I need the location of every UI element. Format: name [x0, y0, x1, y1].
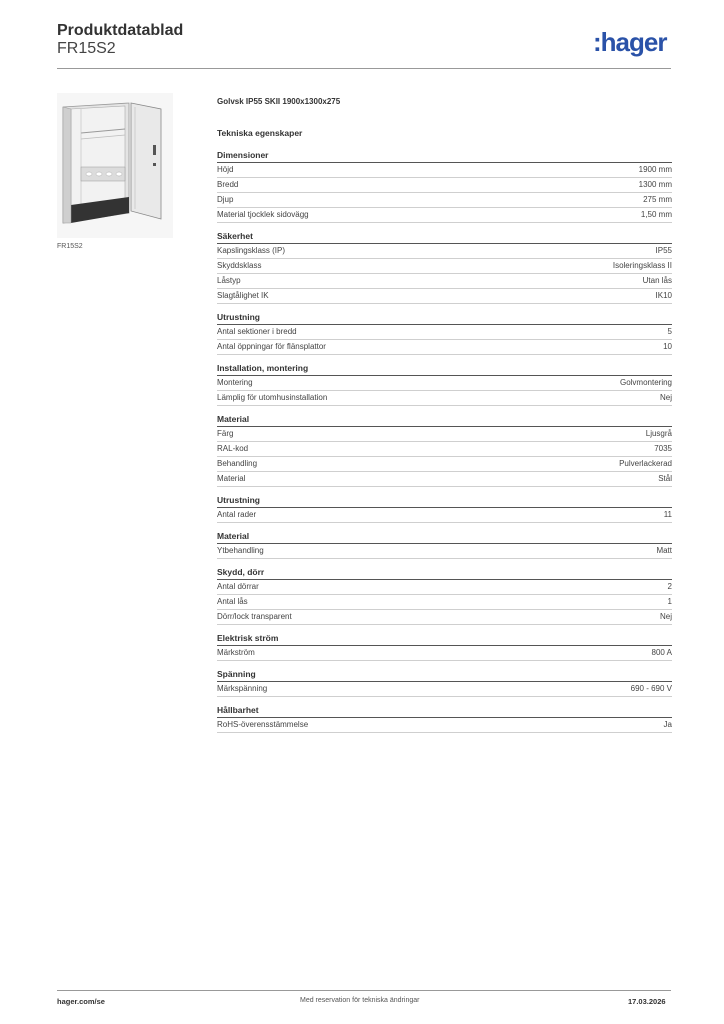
- section-title: Dimensioner: [217, 150, 672, 163]
- spec-label: Antal öppningar för flänsplattor: [217, 342, 326, 351]
- spec-label: Låstyp: [217, 276, 241, 285]
- spec-row: [217, 289, 672, 304]
- spec-value: 11: [663, 510, 672, 519]
- spec-value: 7035: [654, 444, 672, 453]
- section-title: Säkerhet: [217, 231, 672, 244]
- spec-label: Slagtålighet IK: [217, 291, 269, 300]
- spec-value: Stål: [658, 474, 672, 483]
- section-title: Material: [217, 414, 672, 427]
- section-title: Material: [217, 531, 672, 544]
- spec-section: [217, 414, 672, 487]
- spec-value: 275 mm: [643, 195, 672, 204]
- section-title: Installation, montering: [217, 363, 672, 376]
- spec-row: [217, 457, 672, 472]
- section-title: Hållbarhet: [217, 705, 672, 718]
- spec-label: RoHS-överensstämmelse: [217, 720, 309, 729]
- spec-row: [217, 325, 672, 340]
- spec-sections: [217, 150, 672, 733]
- spec-label: Material tjocklek sidovägg: [217, 210, 309, 219]
- spec-label: Märkspänning: [217, 684, 268, 693]
- section-title: Utrustning: [217, 312, 672, 325]
- spec-row: [217, 193, 672, 208]
- footer-disclaimer: Med reservation för tekniska ändringar: [300, 997, 420, 1004]
- page-title: Produktdatablad: [57, 22, 184, 39]
- spec-label: Kapslingsklass (IP): [217, 246, 286, 255]
- spec-value: IP55: [655, 246, 672, 255]
- spec-section: [217, 705, 672, 733]
- spec-row: [217, 580, 672, 595]
- spec-label: Behandling: [217, 459, 258, 468]
- spec-row: [217, 595, 672, 610]
- spec-value: Ljusgrå: [645, 429, 672, 438]
- spec-value: 1900 mm: [638, 165, 672, 174]
- footer-divider: [57, 990, 671, 991]
- spec-value: IK10: [655, 291, 672, 300]
- spec-value: Ja: [663, 720, 672, 729]
- header-divider: [57, 68, 671, 69]
- spec-section: [217, 567, 672, 625]
- spec-row: [217, 544, 672, 559]
- spec-row: [217, 427, 672, 442]
- spec-label: Antal lås: [217, 597, 248, 606]
- spec-value: 10: [663, 342, 672, 351]
- section-title: Spänning: [217, 669, 672, 682]
- product-name: Golvsk IP55 SKII 1900x1300x275: [217, 97, 341, 106]
- spec-value: 1300 mm: [638, 180, 672, 189]
- spec-label: Ytbehandling: [217, 546, 264, 555]
- spec-value: 1,50 mm: [640, 210, 672, 219]
- spec-row: [217, 508, 672, 523]
- spec-value: Nej: [659, 393, 672, 402]
- spec-value: Pulverlackerad: [619, 459, 672, 468]
- footer-website: hager.com/se: [57, 997, 105, 1006]
- spec-row: [217, 646, 672, 661]
- spec-row: [217, 442, 672, 457]
- spec-section: [217, 531, 672, 559]
- spec-value: 5: [667, 327, 672, 336]
- spec-label: Antal rader: [217, 510, 257, 519]
- section-title: Utrustning: [217, 495, 672, 508]
- spec-section: [217, 150, 672, 223]
- spec-value: 1: [667, 597, 672, 606]
- spec-label: Höjd: [217, 165, 234, 174]
- spec-row: [217, 274, 672, 289]
- spec-label: Skyddsklass: [217, 261, 262, 270]
- spec-value: Utan lås: [642, 276, 672, 285]
- spec-row: [217, 682, 672, 697]
- spec-value: 800 A: [651, 648, 672, 657]
- spec-label: Djup: [217, 195, 234, 204]
- technical-heading: Tekniska egenskaper: [217, 128, 303, 138]
- spec-label: Märkström: [217, 648, 255, 657]
- spec-row: [217, 208, 672, 223]
- spec-label: Lämplig för utomhusinstallation: [217, 393, 328, 402]
- spec-value: 690 - 690 V: [630, 684, 672, 693]
- spec-section: [217, 312, 672, 355]
- spec-row: [217, 391, 672, 406]
- section-title: Elektrisk ström: [217, 633, 672, 646]
- spec-value: 2: [667, 582, 672, 591]
- spec-value: Nej: [659, 612, 672, 621]
- spec-row: [217, 472, 672, 487]
- spec-section: [217, 669, 672, 697]
- spec-row: [217, 259, 672, 274]
- spec-row: [217, 178, 672, 193]
- spec-section: [217, 231, 672, 304]
- spec-row: [217, 340, 672, 355]
- spec-section: [217, 363, 672, 406]
- spec-label: Antal sektioner i bredd: [217, 327, 297, 336]
- spec-section: [217, 495, 672, 523]
- cabinet-illustration: [57, 93, 173, 238]
- spec-content: [217, 97, 672, 741]
- spec-label: Färg: [217, 429, 234, 438]
- product-code: FR15S2: [57, 40, 116, 57]
- spec-label: Bredd: [217, 180, 239, 189]
- spec-label: Material: [217, 474, 246, 483]
- spec-value: Golvmontering: [619, 378, 672, 387]
- spec-label: Dörr/lock transparent: [217, 612, 292, 621]
- spec-label: RAL-kod: [217, 444, 249, 453]
- section-title: Skydd, dörr: [217, 567, 672, 580]
- product-image: [57, 93, 173, 238]
- spec-value: Isoleringsklass II: [612, 261, 672, 270]
- spec-row: [217, 718, 672, 733]
- spec-row: [217, 376, 672, 391]
- spec-label: Montering: [217, 378, 253, 387]
- spec-row: [217, 610, 672, 625]
- spec-label: Antal dörrar: [217, 582, 259, 591]
- product-image-caption: FR15S2: [57, 243, 83, 250]
- spec-row: [217, 244, 672, 259]
- spec-row: [217, 163, 672, 178]
- footer-date: 17.03.2026: [628, 997, 666, 1006]
- hager-logo: :hager: [593, 27, 667, 57]
- spec-value: Matt: [656, 546, 672, 555]
- spec-section: [217, 633, 672, 661]
